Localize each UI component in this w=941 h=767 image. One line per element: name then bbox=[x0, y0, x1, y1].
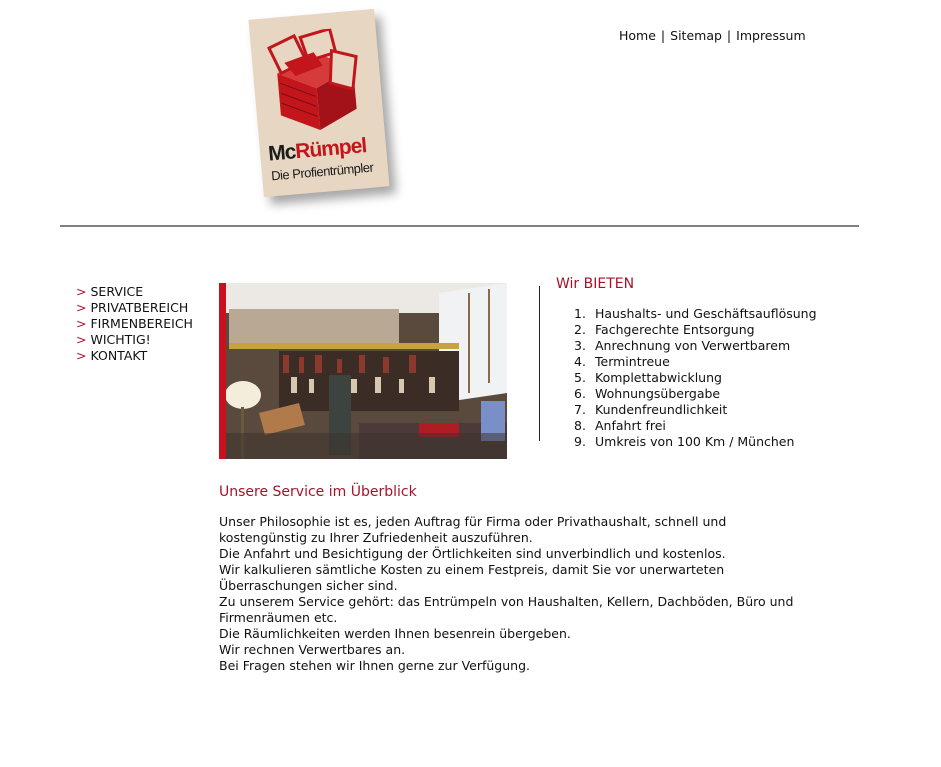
nav-link-sitemap[interactable]: Sitemap bbox=[670, 28, 722, 43]
sidebar-item-service[interactable] bbox=[76, 284, 193, 300]
list-item: 7. Kundenfreundlichkeit bbox=[574, 402, 728, 417]
storage-photo bbox=[219, 283, 507, 459]
sidebar-item-privatbereich[interactable] bbox=[76, 300, 193, 316]
box-illustration-icon bbox=[264, 26, 369, 138]
text-line: kostengünstig zu Ihrer Zufriedenheit auszuführen. bbox=[219, 530, 533, 545]
chevron-right-icon: > bbox=[76, 348, 87, 363]
header-divider bbox=[60, 225, 859, 227]
offer-list bbox=[574, 306, 817, 450]
photo-accent-bar bbox=[219, 283, 226, 459]
chevron-right-icon: > bbox=[76, 332, 87, 347]
column-divider bbox=[539, 286, 540, 441]
list-item: 5. Komplettabwicklung bbox=[574, 370, 722, 385]
list-item: 6. Wohnungsübergabe bbox=[574, 386, 721, 401]
list-item: 4. Termintreue bbox=[574, 354, 670, 369]
service-title: Unsere Service im Überblick bbox=[219, 484, 417, 500]
text-line: Wir kalkulieren sämtliche Kosten zu einem Festpreis, damit Sie vor unerwarteten bbox=[219, 562, 725, 577]
sidebar-item-firmenbereich[interactable] bbox=[76, 316, 193, 332]
top-nav bbox=[619, 28, 806, 43]
logo-tagline: Die Profientrümpler bbox=[270, 159, 374, 184]
text-line: Bei Fragen stehen wir Ihnen gerne zur Verfügung. bbox=[219, 658, 530, 673]
list-item: 3. Anrechnung von Verwertbarem bbox=[574, 338, 791, 353]
nav-link-impressum[interactable]: Impressum bbox=[736, 28, 806, 43]
text-line: Wir rechnen Verwertbares an. bbox=[219, 642, 406, 657]
sidebar-item-label: FIRMENBEREICH bbox=[90, 316, 193, 331]
logo-brand: McRümpel bbox=[267, 134, 368, 166]
text-line: Unser Philosophie ist es, jeden Auftrag für Firma oder Privathaushalt, schnell und bbox=[219, 514, 727, 529]
sidebar-item-label: WICHTIG! bbox=[90, 332, 151, 347]
chevron-right-icon: > bbox=[76, 284, 87, 299]
service-text bbox=[219, 514, 793, 674]
list-item: 1. Haushalts- und Geschäftsauflösung bbox=[574, 306, 817, 321]
offer-title: Wir BIETEN bbox=[556, 276, 635, 292]
text-line: Zu unserem Service gehört: das Entrümpeln von Haushalten, Kellern, Dachböden, Büro und bbox=[219, 594, 794, 609]
logo[interactable] bbox=[248, 9, 389, 197]
storage-room-image bbox=[219, 283, 507, 459]
nav-separator: | bbox=[660, 28, 666, 43]
text-line: Die Räumlichkeiten werden Ihnen besenrein übergeben. bbox=[219, 626, 571, 641]
sidebar-item-label: PRIVATBEREICH bbox=[90, 300, 189, 315]
nav-separator: | bbox=[726, 28, 732, 43]
chevron-right-icon: > bbox=[76, 300, 87, 315]
list-item: 8. Anfahrt frei bbox=[574, 418, 666, 433]
text-line: Firmenräumen etc. bbox=[219, 610, 338, 625]
sidebar-item-label: KONTAKT bbox=[90, 348, 148, 363]
side-nav bbox=[76, 284, 193, 364]
nav-link-home[interactable]: Home bbox=[619, 28, 656, 43]
list-item: 2. Fachgerechte Entsorgung bbox=[574, 322, 755, 337]
sidebar-item-kontakt[interactable] bbox=[76, 348, 193, 364]
text-line: Die Anfahrt und Besichtigung der Örtlichkeiten sind unverbindlich und kostenlos. bbox=[219, 546, 726, 561]
chevron-right-icon: > bbox=[76, 316, 87, 331]
text-line: Überraschungen sicher sind. bbox=[219, 578, 398, 593]
sidebar-item-wichtig[interactable] bbox=[76, 332, 193, 348]
list-item: 9. Umkreis von 100 Km / München bbox=[574, 434, 795, 449]
sidebar-item-label: SERVICE bbox=[90, 284, 144, 299]
